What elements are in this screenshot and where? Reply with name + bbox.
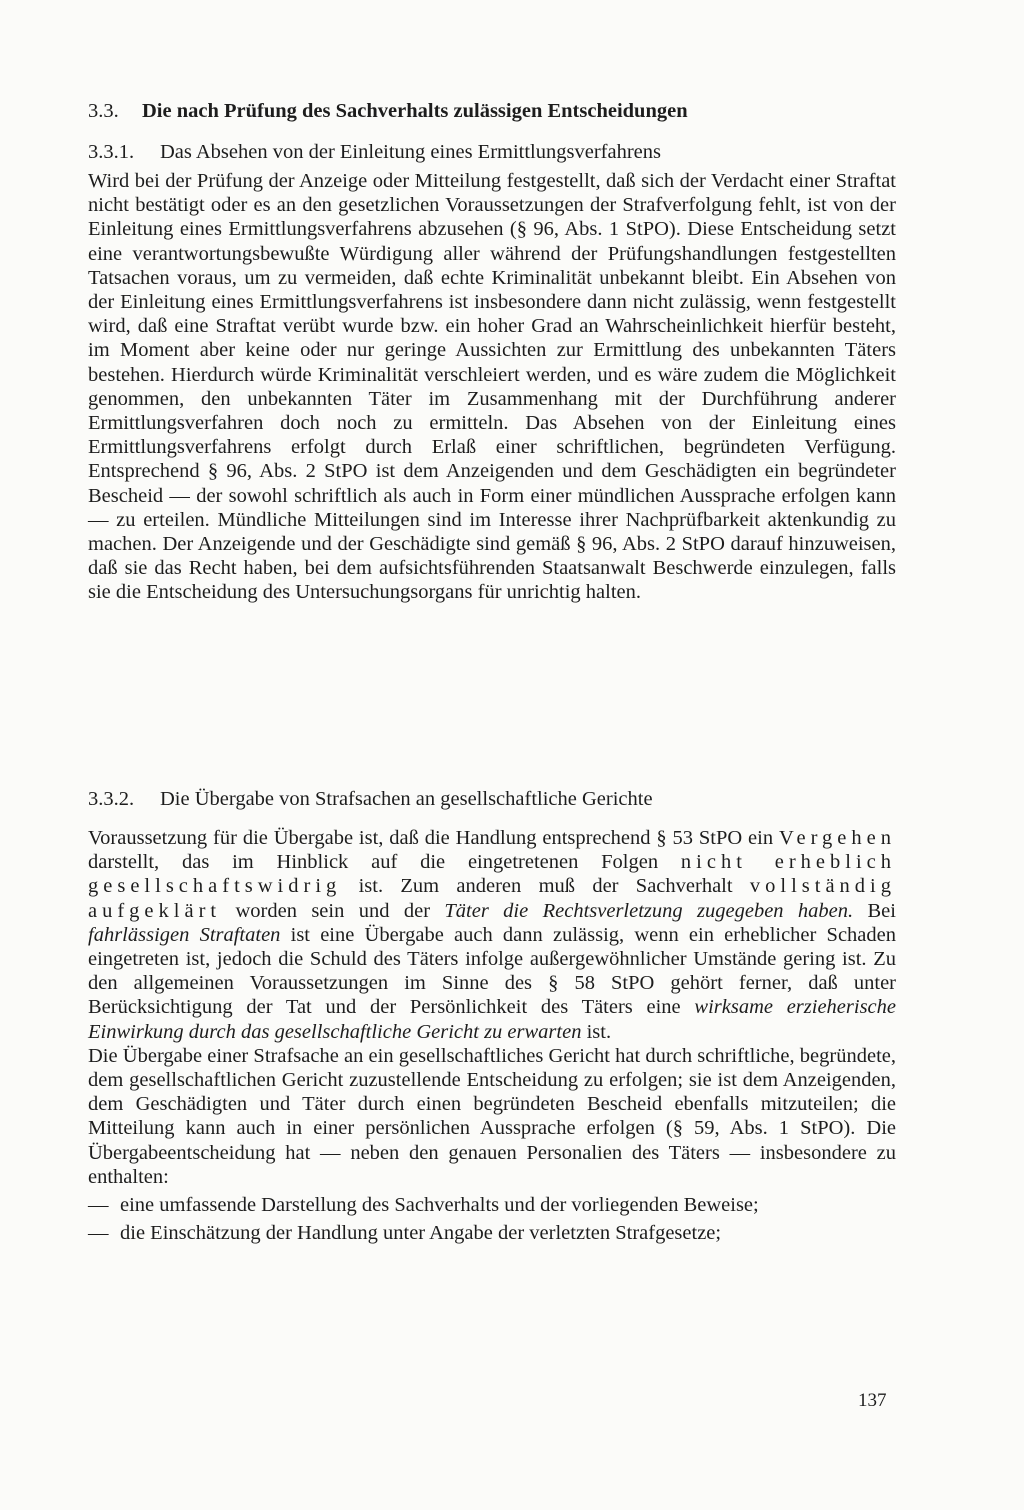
dash-bullet: — (88, 1194, 109, 1217)
paragraph-2: Die Übergabe einer Strafsache an ein gesellschaftliches Gericht hat durch schriftliche, begründete, dem gesellschaftlichen Gericht zuzustellende Entscheidung zu erfolgen; sie ist dem Anzeigenden, dem Geschädigten und Täter durch einen begründeten Bescheid ebenfalls mitzuteilen; die Mitteilung kann auch in einer persönlichen Aussprache erfolgen (§ 59, Abs. 1 StPO). Die Übergabeentscheidung hat — neben den genauen Personalien des Täters — insbesondere zu enthalten: (88, 1044, 896, 1188)
italic-emphasis: wirksame erzieherische Einwirkung durch das gesellschaftliche Gericht zu erwarten (88, 996, 896, 1043)
text-run: Bei (853, 899, 896, 922)
subsection-number: 3.3.2. (88, 788, 135, 810)
section-heading (88, 98, 688, 124)
list-item-text: die Einschätzung der Handlung unter Angabe der verletzten Strafgesetze; (120, 1222, 722, 1245)
paragraph-1 (88, 826, 896, 1044)
list-item (88, 1221, 896, 1245)
italic-emphasis: Täter die Rechtsverletzung zugegeben haben. (444, 899, 854, 922)
text-run: darstellt, das im Hinblick auf die eingetretenen Folgen (88, 851, 681, 874)
text-run: ist eine Übergabe auch dann zulässig, wenn ein erheblicher Schaden eingetreten ist, jedoch die Schuld des Täters infolge außergewöhnlicher Umstände gering ist. Zu den allgemeinen Voraussetzungen im Sinne des § 58 StPO gehört ferner, daß unter Berücksichtigung der Tat und der Persönlichkeit des Täters eine (88, 923, 897, 1019)
list-item (88, 1193, 896, 1217)
text-run: ist. (581, 1020, 612, 1043)
text-run: ist. Zum anderen muß der Sachverhalt (341, 875, 750, 898)
text-run: Voraussetzung für die Übergabe ist, daß die Handlung entsprechend § 53 StPO ein (88, 827, 779, 849)
page-number: 137 (858, 1390, 887, 1411)
dash-bullet: — (88, 1222, 109, 1245)
subsection-title: Die Übergabe von Strafsachen an gesellschaftliche Gerichte (160, 788, 653, 810)
text-run: worden sein und der (221, 899, 445, 922)
subsection-number: 3.3.1. (88, 141, 135, 163)
subsection-3-3-2 (88, 786, 896, 1245)
spaced-emphasis: vollständig aufgeklärt (88, 875, 896, 922)
subsection-3-3-1 (88, 139, 896, 605)
subsection-heading (88, 786, 896, 812)
subsection-body (88, 169, 896, 605)
requirements-list (88, 1193, 896, 1245)
subsection-body (88, 826, 896, 1189)
section-title: Die nach Prüfung des Sachverhalts zulässigen Entscheidungen (142, 100, 688, 122)
spaced-emphasis: nicht erheblich gesellschaftswidrig (88, 851, 896, 898)
section-number: 3.3. (88, 100, 119, 122)
spaced-emphasis: Vergehen (778, 827, 896, 849)
list-item-text: eine umfassende Darstellung des Sachverhalts und der vorliegenden Beweise; (120, 1194, 759, 1217)
subsection-title: Das Absehen von der Einleitung eines Ermittlungsverfahrens (160, 141, 661, 163)
subsection-heading (88, 139, 896, 165)
italic-emphasis: fahrlässigen Straftaten (88, 923, 281, 946)
paragraph: Wird bei der Prüfung der Anzeige oder Mitteilung festgestellt, daß sich der Verdacht einer Straftat nicht bestätigt oder es an den gesetzlichen Voraussetzungen der Strafverfolgung fehlt, ist von der Einleitung eines Ermittlungsverfahrens abzusehen (§ 96, Abs. 1 StPO). Diese Entscheidung setzt eine verantwortungsbewußte Würdigung aller während der Prüfungshandlungen festgestellten Tatsachen voraus, um zu vermeiden, daß echte Kriminalität unbekannt bleibt. Ein Absehen von der Einleitung eines Ermittlungsverfahrens ist insbesondere dann nicht zulässig, wenn festgestellt wird, daß eine Straftat verübt wurde bzw. ein hoher Grad an Wahrscheinlichkeit hierfür besteht, im Moment aber keine oder nur geringe Aussichten zur Ermittlung des unbekannten Täters bestehen. Hierdurch würde Kriminalität verschleiert werden, und es wäre zudem die Möglichkeit genommen, den unbekannten Täter im Zusammenhang mit der Durchführung anderer Ermittlungsverfahren doch noch zu ermitteln. Das Absehen von der Einleitung eines Ermittlungsverfahrens erfolgt durch Erlaß einer schriftlichen, begründeten Verfügung. Entsprechend § 96, Abs. 2 StPO ist dem Anzeigenden und dem Geschädigten ein begründeter Bescheid — der sowohl schriftlich als auch in Form einer mündlichen Aussprache erfolgen kann — zu erteilen. Mündliche Mitteilungen sind im Interesse ihrer Nachprüfbarkeit aktenkundig zu machen. Der Anzeigende und der Geschädigte sind gemäß § 96, Abs. 2 StPO darauf hinzuweisen, daß sie das Recht haben, bei dem aufsichtsführenden Staatsanwalt Beschwerde einzulegen, falls sie die Entscheidung des Untersuchungsorgans für unrichtig halten. (88, 170, 896, 604)
